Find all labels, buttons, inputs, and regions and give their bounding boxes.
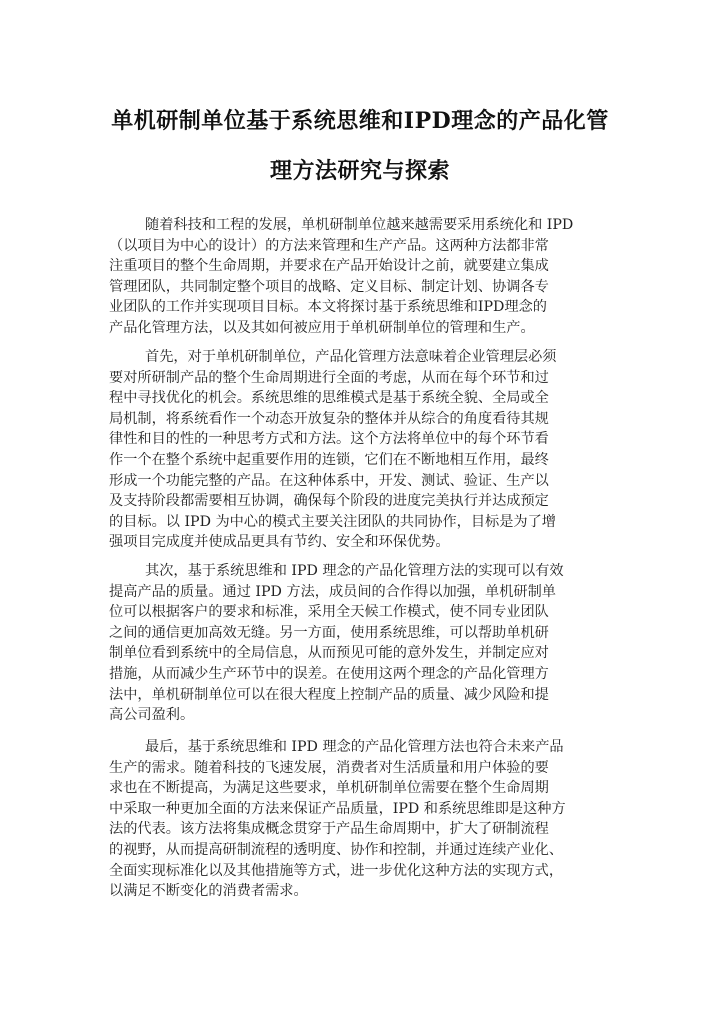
paragraph-line: 法的代表。该方法将集成概念贯穿于产品生命周期中，扩大了研制流程 (109, 821, 549, 838)
paragraph-line: 高公司盈利。 (109, 707, 195, 724)
paragraph-final-point (109, 737, 616, 902)
paragraph-line: 法中，单机研制单位可以在很大程度上控制产品的质量、减少风险和提 (109, 686, 549, 703)
paragraph-line: 之间的通信更加高效无缝。另一方面，使用系统思维，可以帮助单机研 (109, 624, 549, 641)
paragraph-line: 程中寻找优化的机会。系统思维的思维模式是基于系统全貌、全局或全 (109, 390, 549, 407)
paragraph-intro (109, 215, 616, 339)
paragraph-line: （以项目为中心的设计）的方法来管理和生产产品。这两种方法都非常 (109, 237, 549, 254)
document-title-line-1: 单机研制单位基于系统思维和IPD理念的产品化管 (111, 108, 609, 134)
paragraph-line: 及支持阶段都需要相互协调，确保每个阶段的进度完美执行并达成预定 (109, 493, 549, 510)
paragraph-line: 局机制，将系统看作一个动态开放复杂的整体并从综合的角度看待其规 (109, 410, 549, 427)
paragraph-line: 注重项目的整个生命周期，并要求在产品开始设计之前，就要建立集成 (109, 258, 549, 275)
paragraph-line: 作一个在整个系统中起重要作用的连锁，它们在不断地相互作用，最终 (109, 451, 549, 468)
paragraph-line: 全面实现标准化以及其他措施等方式，进一步优化这种方法的实现方式， (109, 862, 564, 879)
paragraph-line: 提高产品的质量。通过 IPD 方法，成员间的合作得以加强，单机研制单 (109, 583, 556, 600)
paragraph-line: 强项目完成度并使成品更具有节约、安全和环保优势。 (109, 534, 450, 551)
paragraph-line: 产品化管理方法，以及其如何被应用于单机研制单位的管理和生产。 (109, 319, 535, 336)
paragraph-line: 随着科技和工程的发展，单机研制单位越来越需要采用系统化和 IPD (145, 217, 574, 233)
paragraph-first-point (109, 347, 616, 553)
paragraph-line: 生产的需求。随着科技的飞速发展，消费者对生活质量和用户体验的要 (109, 759, 549, 776)
paragraph-line: 位可以根据客户的要求和标准，采用全天候工作模式，使不同专业团队 (109, 604, 549, 621)
paragraph-line: 中采取一种更加全面的方法来保证产品质量，IPD 和系统思维即是这种方 (109, 800, 566, 817)
paragraph-line: 管理团队，共同制定整个项目的战略、定义目标、制定计划、协调各专 (109, 278, 549, 295)
paragraph-line: 以满足不断变化的消费者需求。 (109, 883, 308, 900)
paragraph-line: 制单位看到系统中的全局信息，从而预见可能的意外发生，并制定应对 (109, 645, 549, 662)
document-title-line-2: 理方法研究与探索 (269, 158, 450, 184)
paragraph-line: 的视野，从而提高研制流程的透明度、协作和控制，并通过连续产业化、 (109, 841, 564, 858)
paragraph-line: 其次，基于系统思维和 IPD 理念的产品化管理方法的实现可以有效 (145, 563, 564, 579)
paragraph-line: 求也在不断提高，为满足这些要求，单机研制单位需要在整个生命周期 (109, 780, 549, 797)
paragraph-line: 的目标。以 IPD 为中心的模式主要关注团队的共同协作，目标是为了增 (109, 513, 556, 530)
paragraph-second-point (109, 561, 616, 726)
paragraph-line: 律性和目的性的一种思考方式和方法。这个方法将单位中的每个环节看 (109, 431, 549, 448)
paragraph-line: 要对所研制产品的整个生命周期进行全面的考虑，从而在每个环节和过 (109, 369, 549, 386)
paragraph-line: 措施，从而减少生产环节中的误差。在使用这两个理念的产品化管理方 (109, 665, 549, 682)
paragraph-line: 形成一个功能完整的产品。在这种体系中，开发、测试、验证、生产以 (109, 472, 549, 489)
paragraph-line: 业团队的工作并实现项目目标。本文将探讨基于系统思维和IPD理念的 (109, 299, 547, 316)
paragraph-line: 最后，基于系统思维和 IPD 理念的产品化管理方法也符合未来产品 (145, 739, 564, 755)
paragraph-line: 首先，对于单机研制单位，产品化管理方法意味着企业管理层必须 (145, 349, 557, 365)
